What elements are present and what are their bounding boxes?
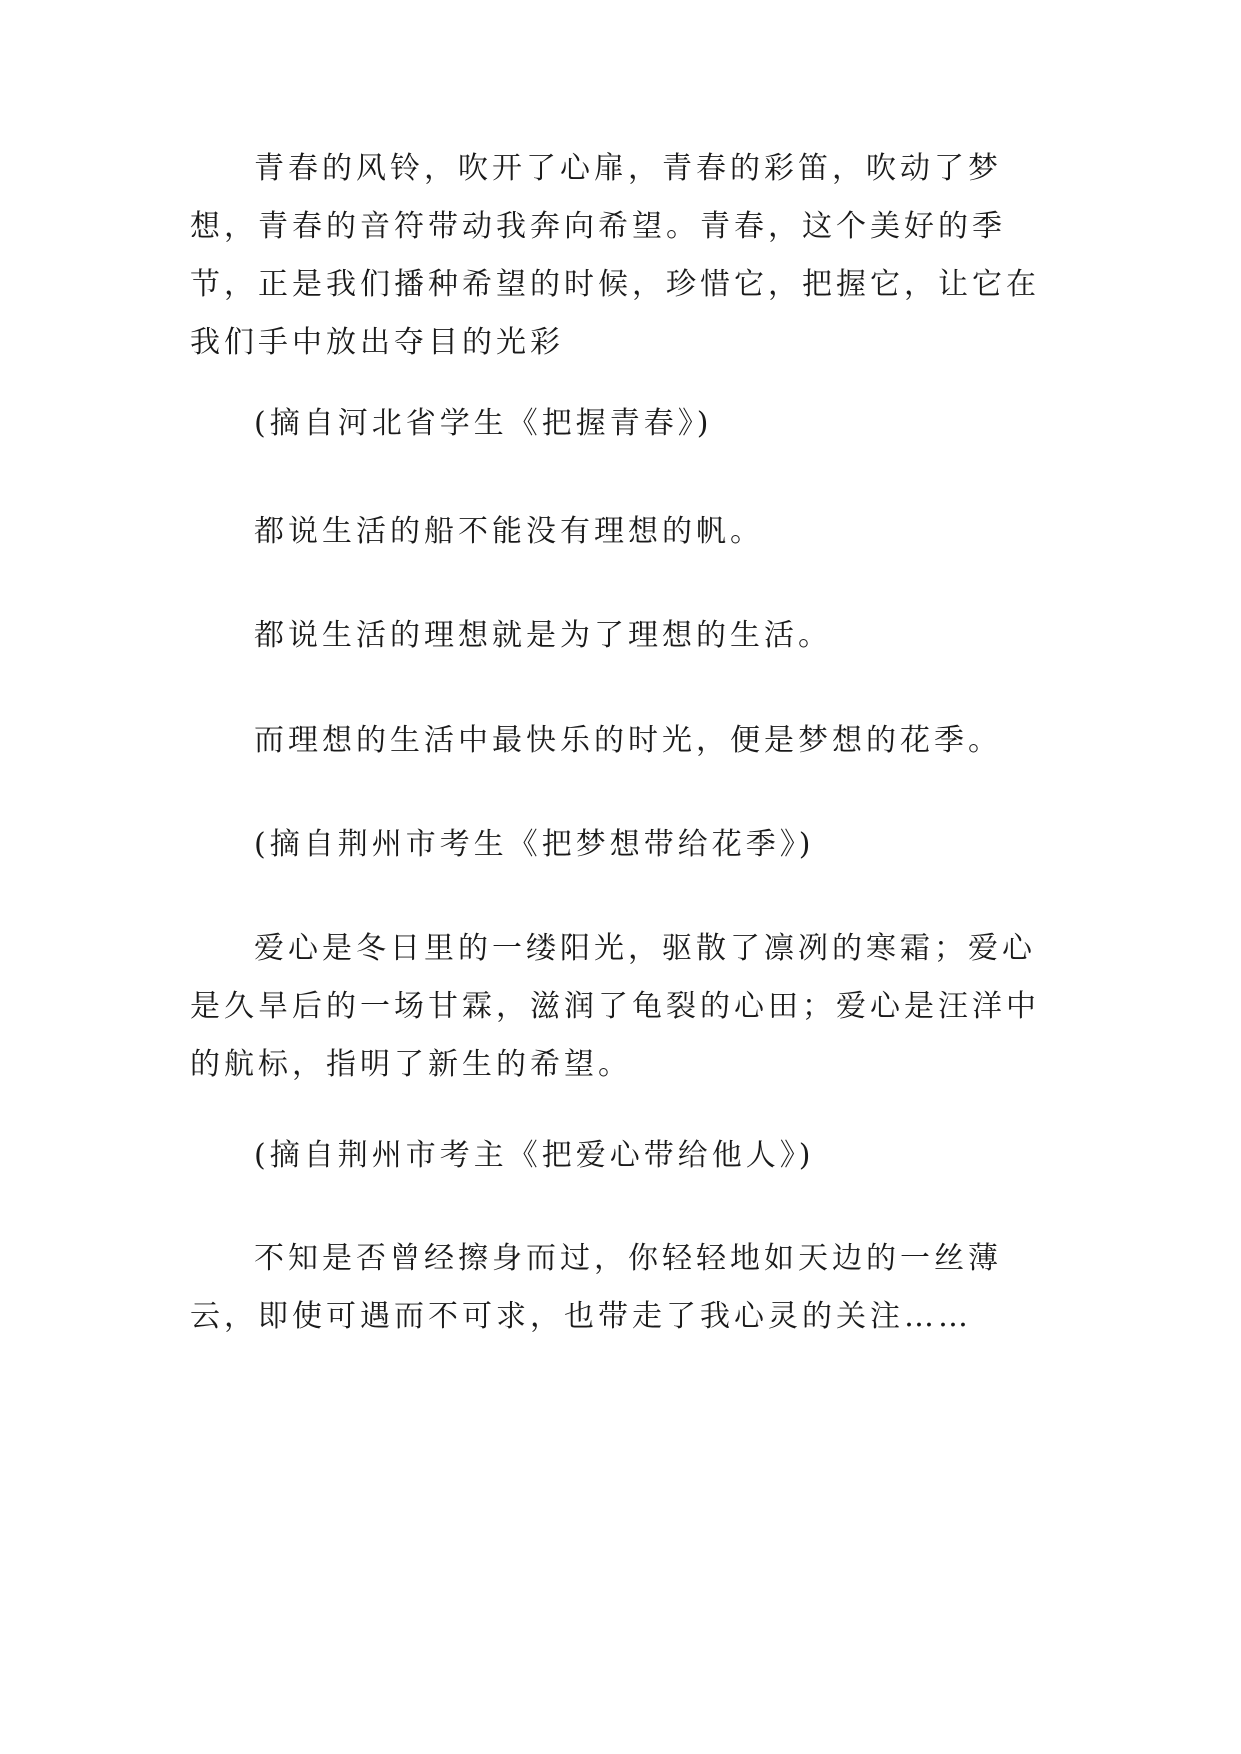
citation-hebei-student: (摘自河北省学生《把握青春》)	[254, 406, 713, 441]
citation-jingzhou-love: (摘自荆州市考主《把爱心带给他人》)	[254, 1138, 815, 1173]
paragraph-youth: 青春的风铃，吹开了心扉，青春的彩笛，吹动了梦想，青春的音符带动我奔向希望。青春，这个美好的季节，正是我们播种希望的时候，珍惜它，把握它，让它在我们手中放出夺目的光彩	[190, 151, 1040, 360]
paragraph-passing: 不知是否曾经擦身而过，你轻轻地如天边的一丝薄云，即使可遇而不可求，也带走了我心灵的关注……	[190, 1241, 1002, 1334]
paragraph-life-ideal: 都说生活的理想就是为了理想的生活。	[254, 618, 832, 653]
paragraph-life-boat: 都说生活的船不能没有理想的帆。	[254, 514, 764, 549]
citation-jingzhou-dream: (摘自荆州市考生《把梦想带给花季》)	[254, 827, 815, 862]
paragraph-love: 爱心是冬日里的一缕阳光，驱散了凛冽的寒霜；爱心是久旱后的一场甘霖，滋润了龟裂的心田；爱心是汪洋中的航标，指明了新生的希望。	[190, 931, 1040, 1082]
paragraph-ideal-life: 而理想的生活中最快乐的时光，便是梦想的花季。	[254, 723, 1002, 758]
